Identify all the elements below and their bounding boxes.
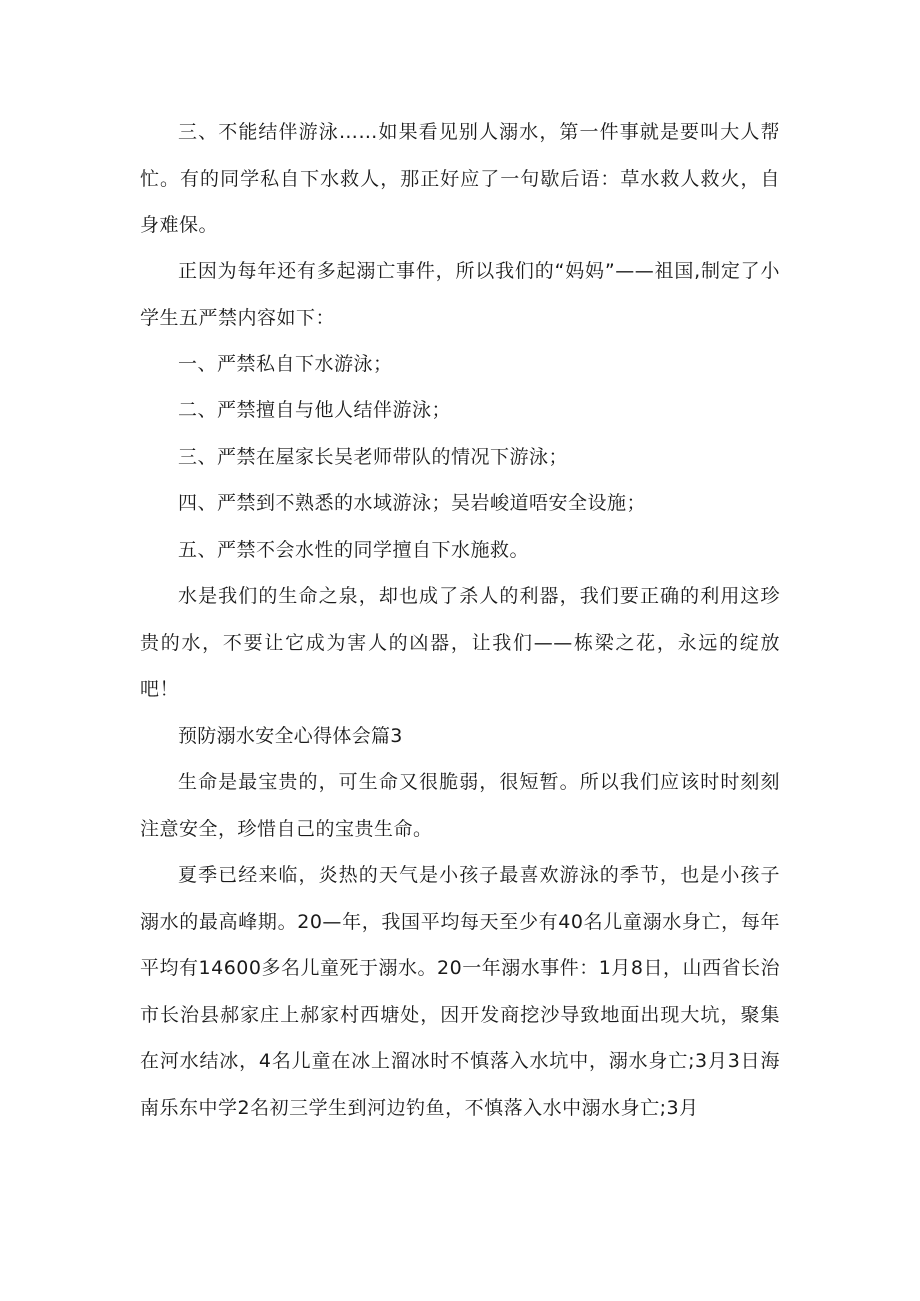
paragraph-prohibitions-intro: 正因为每年还有多起溺亡事件，所以我们的“妈妈”——祖国,制定了小学生五严禁内容如下： [140, 260, 780, 329]
prohibition-item-3: 三、严禁在屋家长吴老师带队的情况下游泳； [178, 446, 569, 468]
prohibition-item-5: 五、严禁不会水性的同学擅自下水施救。 [178, 539, 530, 561]
paragraph-water-source-of-life: 水是我们的生命之泉，却也成了杀人的利器，我们要正确的利用这珍贵的水，不要让它成为害人的凶器，让我们——栋梁之花，永远的绽放吧！ [140, 585, 780, 700]
section-heading-part-3: 预防溺水安全心得体会篇3 [178, 725, 403, 747]
prohibition-item-4: 四、严禁到不熟悉的水域游泳；吴岩峻道唔安全设施； [178, 492, 647, 514]
paragraph-summer-drowning-stats: 夏季已经来临，炎热的天气是小孩子最喜欢游泳的季节，也是小孩子溺水的最高峰期。20—年，我国平均每天至少有40名儿童溺水身亡，每年平均有14600多名儿童死于溺水。20一年溺水事件：1月8日，山西省长治市长治县郝家庄上郝家村西塘处，因开发商挖沙导致地面出现大坑，聚集在河水结冰，4名儿童在冰上溜冰时不慎落入水坑中，溺水身亡;3月3日海南乐东中学2名初三学生到河边钓鱼，不慎落入水中溺水身亡;3月 [140, 864, 780, 1119]
prohibition-item-1: 一、严禁私自下水游泳； [178, 353, 393, 375]
prohibition-item-2: 二、严禁擅自与他人结伴游泳； [178, 399, 452, 421]
paragraph-no-group-swimming: 三、不能结伴游泳……如果看见别人溺水，第一件事就是要叫大人帮忙。有的同学私自下水救人，那正好应了一句歇后语：草水救人救火，自身难保。 [140, 121, 780, 236]
paragraph-life-precious: 生命是最宝贵的，可生命又很脆弱，很短暂。所以我们应该时时刻刻注意安全，珍惜自己的宝贵生命。 [140, 771, 780, 840]
